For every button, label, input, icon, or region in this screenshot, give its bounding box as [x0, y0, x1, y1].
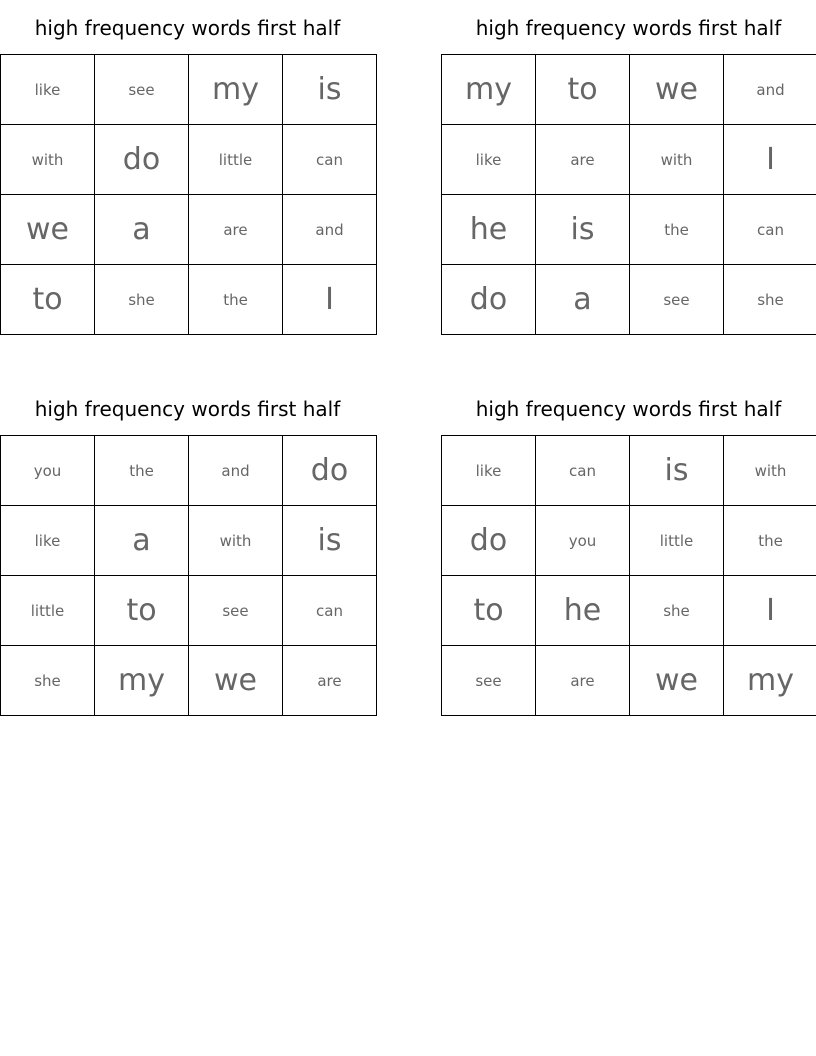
word-cell: to — [442, 576, 536, 646]
word-cell: with — [630, 125, 724, 195]
word-cell: can — [283, 576, 377, 646]
word-cell: a — [95, 195, 189, 265]
word-cell: can — [536, 436, 630, 506]
word-cell: see — [95, 55, 189, 125]
word-cell: she — [630, 576, 724, 646]
card-title: high frequency words first half — [475, 397, 782, 421]
word-grid — [0, 54, 377, 335]
word-cell: we — [630, 646, 724, 716]
word-cell: are — [189, 195, 283, 265]
word-cell: is — [536, 195, 630, 265]
grid-row — [1, 576, 377, 646]
word-cell: to — [536, 55, 630, 125]
word-cell: like — [1, 55, 95, 125]
word-cell: like — [1, 506, 95, 576]
word-cell: he — [536, 576, 630, 646]
grid-row — [442, 436, 816, 506]
grid-row — [442, 506, 816, 576]
word-cell: and — [283, 195, 377, 265]
word-cell: with — [724, 436, 816, 506]
word-cell: she — [95, 265, 189, 335]
word-grid — [0, 435, 377, 716]
grid-row — [1, 506, 377, 576]
word-cell: like — [442, 125, 536, 195]
grid-row — [1, 55, 377, 125]
card-title: high frequency words first half — [34, 16, 341, 40]
card-title: high frequency words first half — [475, 16, 782, 40]
word-cell: do — [95, 125, 189, 195]
word-cell: a — [536, 265, 630, 335]
word-cell: she — [1, 646, 95, 716]
grid-row — [442, 576, 816, 646]
word-cell: can — [283, 125, 377, 195]
word-cell: my — [189, 55, 283, 125]
word-cell: see — [630, 265, 724, 335]
grid-row — [442, 265, 816, 335]
word-cell: I — [724, 125, 816, 195]
word-cell: he — [442, 195, 536, 265]
word-cell: my — [724, 646, 816, 716]
word-cell: with — [1, 125, 95, 195]
word-cell: and — [724, 55, 816, 125]
grid-row — [1, 125, 377, 195]
word-cell: I — [724, 576, 816, 646]
word-cell: do — [442, 265, 536, 335]
word-cell: like — [442, 436, 536, 506]
word-cell: we — [1, 195, 95, 265]
word-cell: do — [442, 506, 536, 576]
word-cell: do — [283, 436, 377, 506]
word-grid — [441, 435, 816, 716]
word-cell: are — [536, 646, 630, 716]
word-cell: she — [724, 265, 816, 335]
word-cell: little — [1, 576, 95, 646]
word-cell: my — [95, 646, 189, 716]
word-cell: the — [95, 436, 189, 506]
word-cell: and — [189, 436, 283, 506]
word-cell: to — [1, 265, 95, 335]
word-cell: is — [283, 506, 377, 576]
word-cell: the — [189, 265, 283, 335]
word-cell: we — [189, 646, 283, 716]
grid-row — [442, 646, 816, 716]
word-cell: is — [630, 436, 724, 506]
word-cell: can — [724, 195, 816, 265]
card-title: high frequency words first half — [34, 397, 341, 421]
word-cell: we — [630, 55, 724, 125]
grid-row — [1, 436, 377, 506]
grid-row — [1, 646, 377, 716]
word-cell: my — [442, 55, 536, 125]
word-cell: to — [95, 576, 189, 646]
word-cell: you — [536, 506, 630, 576]
grid-row — [442, 125, 816, 195]
word-cell: are — [283, 646, 377, 716]
word-cell: see — [189, 576, 283, 646]
word-cell: you — [1, 436, 95, 506]
word-cell: with — [189, 506, 283, 576]
word-cell: a — [95, 506, 189, 576]
word-cell: see — [442, 646, 536, 716]
grid-row — [442, 195, 816, 265]
grid-row — [442, 55, 816, 125]
word-grid — [441, 54, 816, 335]
word-cell: is — [283, 55, 377, 125]
word-cell: little — [630, 506, 724, 576]
word-cell: are — [536, 125, 630, 195]
word-cell: the — [724, 506, 816, 576]
word-cell: little — [189, 125, 283, 195]
word-cell: the — [630, 195, 724, 265]
grid-row — [1, 265, 377, 335]
word-cell: I — [283, 265, 377, 335]
grid-row — [1, 195, 377, 265]
